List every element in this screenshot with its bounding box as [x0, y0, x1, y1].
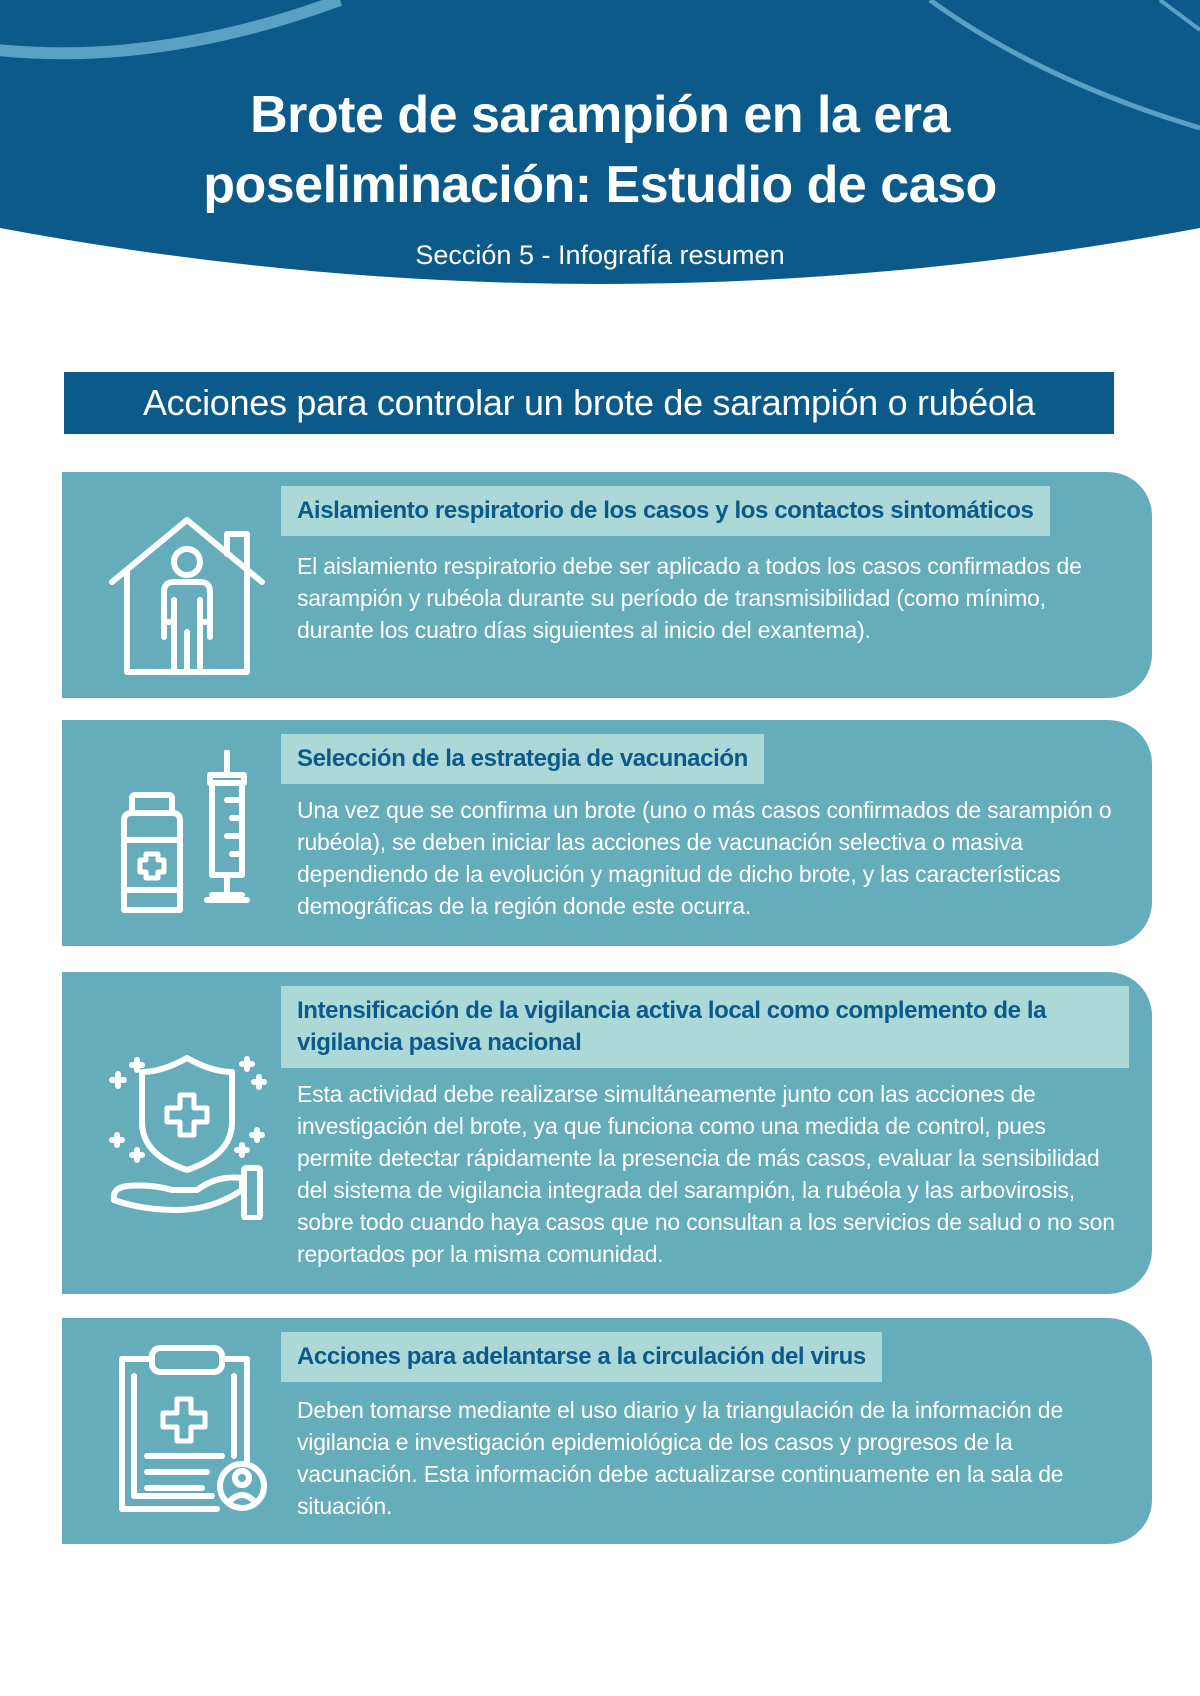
house-isolation-icon: [102, 512, 272, 682]
title-line-2: poseliminación: Estudio de caso: [203, 156, 997, 214]
title-line-1: Brote de sarampión en la era: [250, 86, 950, 144]
card-heading: Intensificación de la vigilancia activa local como complemento de la vigilancia pasiva nacional: [281, 986, 1129, 1068]
card-text: Esta actividad debe realizarse simultáneamente junto con las acciones de investigación del brote, ya que funciona como una medida de control, pues permite detectar rápidamente la presencia de más casos, evaluar la sensibilidad del sistema de vigilancia integrada del sarampión, la rubéola y las arbovirosis, sobre todo cuando haya casos que no consultan a los servicios de salud o no son reportados por la misma comunidad.: [297, 1081, 1115, 1267]
action-card-vaccination: [62, 720, 1152, 946]
card-text: El aislamiento respiratorio debe ser aplicado a todos los casos confirmados de sarampión y rubéola durante su período de transmisibilidad (como mínimo, durante los cuatro días siguientes al inicio del exantema).: [297, 553, 1082, 643]
action-card-anticipation: [62, 1318, 1152, 1544]
clipboard-medical-icon: [102, 1344, 272, 1514]
shield-hand-icon: [102, 1050, 272, 1220]
card-heading: Selección de la estrategia de vacunación: [281, 734, 764, 784]
card-heading: Aislamiento respiratorio de los casos y los contactos sintomáticos: [281, 486, 1050, 536]
section-title: Acciones para controlar un brote de sarampión o rubéola: [64, 372, 1114, 434]
card-text: Deben tomarse mediante el uso diario y la triangulación de la información de vigilancia e investigación epidemiológica de los casos y progresos de la vacunación. Esta información debe actualizarse continuamente en la sala de situación.: [297, 1397, 1064, 1519]
page-subtitle: Sección 5 - Infografía resumen: [415, 240, 785, 270]
vaccine-syringe-icon: [102, 750, 272, 920]
page-title: [0, 80, 1200, 220]
action-card-surveillance: [62, 972, 1152, 1294]
card-heading: Acciones para adelantarse a la circulación del virus: [281, 1332, 882, 1382]
action-card-isolation: [62, 472, 1152, 698]
card-text: Una vez que se confirma un brote (uno o más casos confirmados de sarampión o rubéola), se deben iniciar las acciones de vacunación selectiva o masiva dependiendo de la evolución y magnitud de dicho brote, y las características demográficas de la región donde este ocurra.: [297, 797, 1112, 919]
